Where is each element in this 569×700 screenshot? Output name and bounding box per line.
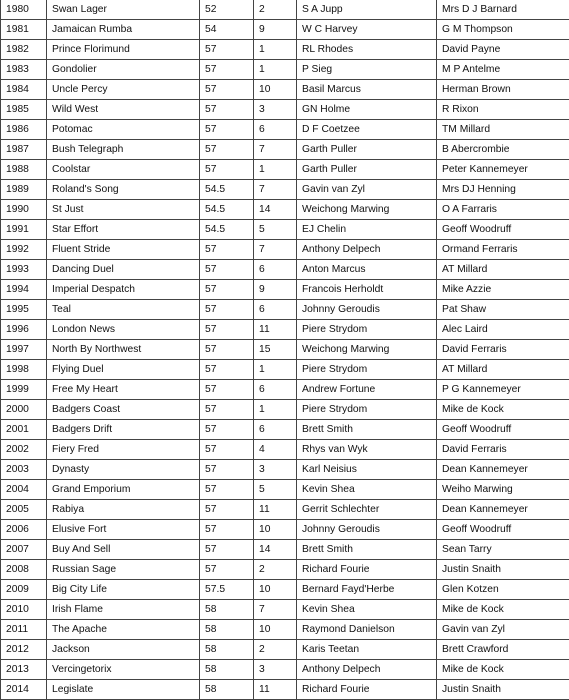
draw-cell: 6 [254, 420, 297, 440]
table-row [1, 260, 569, 280]
year-cell: 1996 [1, 320, 47, 340]
horse-cell: Coolstar [47, 160, 200, 180]
horse-cell: Jamaican Rumba [47, 20, 200, 40]
jockey-cell: Gavin van Zyl [297, 180, 437, 200]
trainer-cell: P G Kannemeyer [437, 380, 569, 400]
trainer-cell: David Ferraris [437, 340, 569, 360]
year-cell: 2003 [1, 460, 47, 480]
year-cell: 2005 [1, 500, 47, 520]
draw-cell: 7 [254, 600, 297, 620]
draw-cell: 10 [254, 520, 297, 540]
trainer-cell: Glen Kotzen [437, 580, 569, 600]
weight-cell: 57 [200, 400, 254, 420]
weight-cell: 57 [200, 440, 254, 460]
weight-cell: 57 [200, 100, 254, 120]
horse-cell: Roland's Song [47, 180, 200, 200]
weight-cell: 57 [200, 420, 254, 440]
jockey-cell: Kevin Shea [297, 480, 437, 500]
draw-cell: 10 [254, 620, 297, 640]
table-row [1, 440, 569, 460]
draw-cell: 3 [254, 660, 297, 680]
draw-cell: 14 [254, 200, 297, 220]
trainer-cell: Geoff Woodruff [437, 220, 569, 240]
weight-cell: 57 [200, 80, 254, 100]
horse-cell: Fluent Stride [47, 240, 200, 260]
table-row [1, 480, 569, 500]
year-cell: 2007 [1, 540, 47, 560]
draw-cell: 10 [254, 580, 297, 600]
year-cell: 2004 [1, 480, 47, 500]
jockey-cell: Karl Neisius [297, 460, 437, 480]
year-cell: 1990 [1, 200, 47, 220]
year-cell: 1998 [1, 360, 47, 380]
jockey-cell: Anton Marcus [297, 260, 437, 280]
draw-cell: 1 [254, 160, 297, 180]
table-row [1, 40, 569, 60]
trainer-cell: G M Thompson [437, 20, 569, 40]
horse-cell: Free My Heart [47, 380, 200, 400]
draw-cell: 3 [254, 100, 297, 120]
year-cell: 2014 [1, 680, 47, 700]
horse-cell: Elusive Fort [47, 520, 200, 540]
trainer-cell: Sean Tarry [437, 540, 569, 560]
trainer-cell: David Ferraris [437, 440, 569, 460]
trainer-cell: Alec Laird [437, 320, 569, 340]
jockey-cell: Rhys van Wyk [297, 440, 437, 460]
trainer-cell: Gavin van Zyl [437, 620, 569, 640]
jockey-cell: D F Coetzee [297, 120, 437, 140]
table-row [1, 380, 569, 400]
horse-cell: Big City Life [47, 580, 200, 600]
horse-cell: Uncle Percy [47, 80, 200, 100]
draw-cell: 5 [254, 220, 297, 240]
year-cell: 2000 [1, 400, 47, 420]
weight-cell: 54.5 [200, 180, 254, 200]
table-row [1, 60, 569, 80]
trainer-cell: Ormand Ferraris [437, 240, 569, 260]
jockey-cell: Francois Herholdt [297, 280, 437, 300]
draw-cell: 5 [254, 480, 297, 500]
jockey-cell: RL Rhodes [297, 40, 437, 60]
weight-cell: 54.5 [200, 200, 254, 220]
horse-cell: Badgers Coast [47, 400, 200, 420]
table-row [1, 620, 569, 640]
trainer-cell: Mrs DJ Henning [437, 180, 569, 200]
table-row [1, 580, 569, 600]
draw-cell: 6 [254, 120, 297, 140]
year-cell: 1986 [1, 120, 47, 140]
jockey-cell: Anthony Delpech [297, 240, 437, 260]
horse-cell: Jackson [47, 640, 200, 660]
weight-cell: 57 [200, 380, 254, 400]
weight-cell: 57 [200, 560, 254, 580]
draw-cell: 2 [254, 640, 297, 660]
year-cell: 2013 [1, 660, 47, 680]
trainer-cell: O A Farraris [437, 200, 569, 220]
jockey-cell: Anthony Delpech [297, 660, 437, 680]
horse-cell: Gondolier [47, 60, 200, 80]
jockey-cell: Brett Smith [297, 540, 437, 560]
jockey-cell: Bernard Fayd'Herbe [297, 580, 437, 600]
table-row [1, 200, 569, 220]
draw-cell: 6 [254, 300, 297, 320]
jockey-cell: Garth Puller [297, 160, 437, 180]
jockey-cell: Piere Strydom [297, 360, 437, 380]
horse-cell: Vercingetorix [47, 660, 200, 680]
trainer-cell: Justin Snaith [437, 680, 569, 700]
table-row [1, 600, 569, 620]
horse-cell: Fiery Fred [47, 440, 200, 460]
draw-cell: 9 [254, 20, 297, 40]
draw-cell: 11 [254, 500, 297, 520]
weight-cell: 57 [200, 480, 254, 500]
trainer-cell: Dean Kannemeyer [437, 460, 569, 480]
weight-cell: 52 [200, 0, 254, 20]
table-row [1, 540, 569, 560]
table-row [1, 140, 569, 160]
table-row [1, 220, 569, 240]
jockey-cell: Raymond Danielson [297, 620, 437, 640]
jockey-cell: Gerrit Schlechter [297, 500, 437, 520]
horse-cell: Grand Emporium [47, 480, 200, 500]
jockey-cell: S A Jupp [297, 0, 437, 20]
table-row [1, 680, 569, 700]
horse-cell: Russian Sage [47, 560, 200, 580]
jockey-cell: W C Harvey [297, 20, 437, 40]
weight-cell: 57 [200, 320, 254, 340]
jockey-cell: Andrew Fortune [297, 380, 437, 400]
year-cell: 2012 [1, 640, 47, 660]
trainer-cell: Geoff Woodruff [437, 420, 569, 440]
draw-cell: 2 [254, 0, 297, 20]
weight-cell: 58 [200, 680, 254, 700]
weight-cell: 58 [200, 640, 254, 660]
horse-cell: Prince Florimund [47, 40, 200, 60]
trainer-cell: TM Millard [437, 120, 569, 140]
draw-cell: 4 [254, 440, 297, 460]
horse-cell: St Just [47, 200, 200, 220]
jockey-cell: Basil Marcus [297, 80, 437, 100]
draw-cell: 11 [254, 680, 297, 700]
table-row [1, 640, 569, 660]
jockey-cell: Garth Puller [297, 140, 437, 160]
year-cell: 1988 [1, 160, 47, 180]
year-cell: 1989 [1, 180, 47, 200]
jockey-cell: GN Holme [297, 100, 437, 120]
year-cell: 2006 [1, 520, 47, 540]
weight-cell: 57 [200, 60, 254, 80]
weight-cell: 57 [200, 240, 254, 260]
trainer-cell: B Abercrombie [437, 140, 569, 160]
jockey-cell: Johnny Geroudis [297, 300, 437, 320]
horse-cell: Wild West [47, 100, 200, 120]
year-cell: 2008 [1, 560, 47, 580]
table-row [1, 340, 569, 360]
horse-cell: Imperial Despatch [47, 280, 200, 300]
weight-cell: 57 [200, 160, 254, 180]
trainer-cell: Mike Azzie [437, 280, 569, 300]
weight-cell: 57 [200, 300, 254, 320]
jockey-cell: Weichong Marwing [297, 340, 437, 360]
horse-cell: Flying Duel [47, 360, 200, 380]
year-cell: 1991 [1, 220, 47, 240]
table-row [1, 420, 569, 440]
table-row [1, 120, 569, 140]
weight-cell: 57 [200, 260, 254, 280]
year-cell: 1980 [1, 0, 47, 20]
trainer-cell: Brett Crawford [437, 640, 569, 660]
trainer-cell: Pat Shaw [437, 300, 569, 320]
trainer-cell: Mrs D J Barnard [437, 0, 569, 20]
trainer-cell: Herman Brown [437, 80, 569, 100]
year-cell: 1999 [1, 380, 47, 400]
jockey-cell: Piere Strydom [297, 320, 437, 340]
draw-cell: 3 [254, 460, 297, 480]
draw-cell: 1 [254, 40, 297, 60]
year-cell: 1987 [1, 140, 47, 160]
table-row [1, 280, 569, 300]
jockey-cell: Karis Teetan [297, 640, 437, 660]
horse-cell: Rabiya [47, 500, 200, 520]
year-cell: 1994 [1, 280, 47, 300]
draw-cell: 10 [254, 80, 297, 100]
draw-cell: 14 [254, 540, 297, 560]
jockey-cell: Kevin Shea [297, 600, 437, 620]
weight-cell: 54.5 [200, 220, 254, 240]
horse-cell: Star Effort [47, 220, 200, 240]
year-cell: 2002 [1, 440, 47, 460]
year-cell: 1995 [1, 300, 47, 320]
horse-cell: Buy And Sell [47, 540, 200, 560]
draw-cell: 1 [254, 400, 297, 420]
weight-cell: 57.5 [200, 580, 254, 600]
trainer-cell: Geoff Woodruff [437, 520, 569, 540]
table-row [1, 660, 569, 680]
weight-cell: 57 [200, 340, 254, 360]
trainer-cell: Mike de Kock [437, 660, 569, 680]
draw-cell: 15 [254, 340, 297, 360]
draw-cell: 1 [254, 360, 297, 380]
horse-cell: Teal [47, 300, 200, 320]
horse-cell: Bush Telegraph [47, 140, 200, 160]
year-cell: 1981 [1, 20, 47, 40]
year-cell: 1983 [1, 60, 47, 80]
year-cell: 2001 [1, 420, 47, 440]
trainer-cell: Mike de Kock [437, 600, 569, 620]
year-cell: 2010 [1, 600, 47, 620]
weight-cell: 57 [200, 460, 254, 480]
jockey-cell: Weichong Marwing [297, 200, 437, 220]
draw-cell: 6 [254, 380, 297, 400]
weight-cell: 57 [200, 140, 254, 160]
table-row [1, 20, 569, 40]
draw-cell: 11 [254, 320, 297, 340]
horse-cell: Badgers Drift [47, 420, 200, 440]
trainer-cell: Weiho Marwing [437, 480, 569, 500]
draw-cell: 9 [254, 280, 297, 300]
table-row [1, 400, 569, 420]
weight-cell: 57 [200, 120, 254, 140]
table-row [1, 100, 569, 120]
jockey-cell: Johnny Geroudis [297, 520, 437, 540]
trainer-cell: Justin Snaith [437, 560, 569, 580]
draw-cell: 2 [254, 560, 297, 580]
year-cell: 1997 [1, 340, 47, 360]
horse-cell: North By Northwest [47, 340, 200, 360]
year-cell: 1985 [1, 100, 47, 120]
table-row [1, 460, 569, 480]
draw-cell: 1 [254, 60, 297, 80]
weight-cell: 57 [200, 360, 254, 380]
table-row [1, 500, 569, 520]
horse-cell: Potomac [47, 120, 200, 140]
trainer-cell: M P Antelme [437, 60, 569, 80]
table-row [1, 300, 569, 320]
horse-cell: Swan Lager [47, 0, 200, 20]
table-row [1, 360, 569, 380]
trainer-cell: R Rixon [437, 100, 569, 120]
weight-cell: 54 [200, 20, 254, 40]
trainer-cell: Peter Kannemeyer [437, 160, 569, 180]
table-row [1, 240, 569, 260]
table-row [1, 520, 569, 540]
weight-cell: 58 [200, 620, 254, 640]
year-cell: 1993 [1, 260, 47, 280]
table-row [1, 180, 569, 200]
draw-cell: 6 [254, 260, 297, 280]
trainer-cell: AT Millard [437, 260, 569, 280]
jockey-cell: P Sieg [297, 60, 437, 80]
year-cell: 1992 [1, 240, 47, 260]
draw-cell: 7 [254, 240, 297, 260]
year-cell: 2009 [1, 580, 47, 600]
trainer-cell: AT Millard [437, 360, 569, 380]
horse-cell: Legislate [47, 680, 200, 700]
horse-cell: Irish Flame [47, 600, 200, 620]
weight-cell: 57 [200, 500, 254, 520]
weight-cell: 57 [200, 280, 254, 300]
weight-cell: 58 [200, 600, 254, 620]
table-row [1, 320, 569, 340]
trainer-cell: David Payne [437, 40, 569, 60]
jockey-cell: Richard Fourie [297, 680, 437, 700]
horse-cell: London News [47, 320, 200, 340]
results-table-body [1, 0, 569, 700]
table-row [1, 160, 569, 180]
draw-cell: 7 [254, 180, 297, 200]
year-cell: 1984 [1, 80, 47, 100]
year-cell: 2011 [1, 620, 47, 640]
table-row [1, 80, 569, 100]
horse-cell: Dancing Duel [47, 260, 200, 280]
trainer-cell: Mike de Kock [437, 400, 569, 420]
trainer-cell: Dean Kannemeyer [437, 500, 569, 520]
weight-cell: 57 [200, 540, 254, 560]
year-cell: 1982 [1, 40, 47, 60]
draw-cell: 7 [254, 140, 297, 160]
jockey-cell: Piere Strydom [297, 400, 437, 420]
table-row [1, 560, 569, 580]
weight-cell: 58 [200, 660, 254, 680]
table-row [1, 0, 569, 20]
jockey-cell: EJ Chelin [297, 220, 437, 240]
weight-cell: 57 [200, 520, 254, 540]
weight-cell: 57 [200, 40, 254, 60]
jockey-cell: Brett Smith [297, 420, 437, 440]
jockey-cell: Richard Fourie [297, 560, 437, 580]
horse-cell: Dynasty [47, 460, 200, 480]
horse-cell: The Apache [47, 620, 200, 640]
